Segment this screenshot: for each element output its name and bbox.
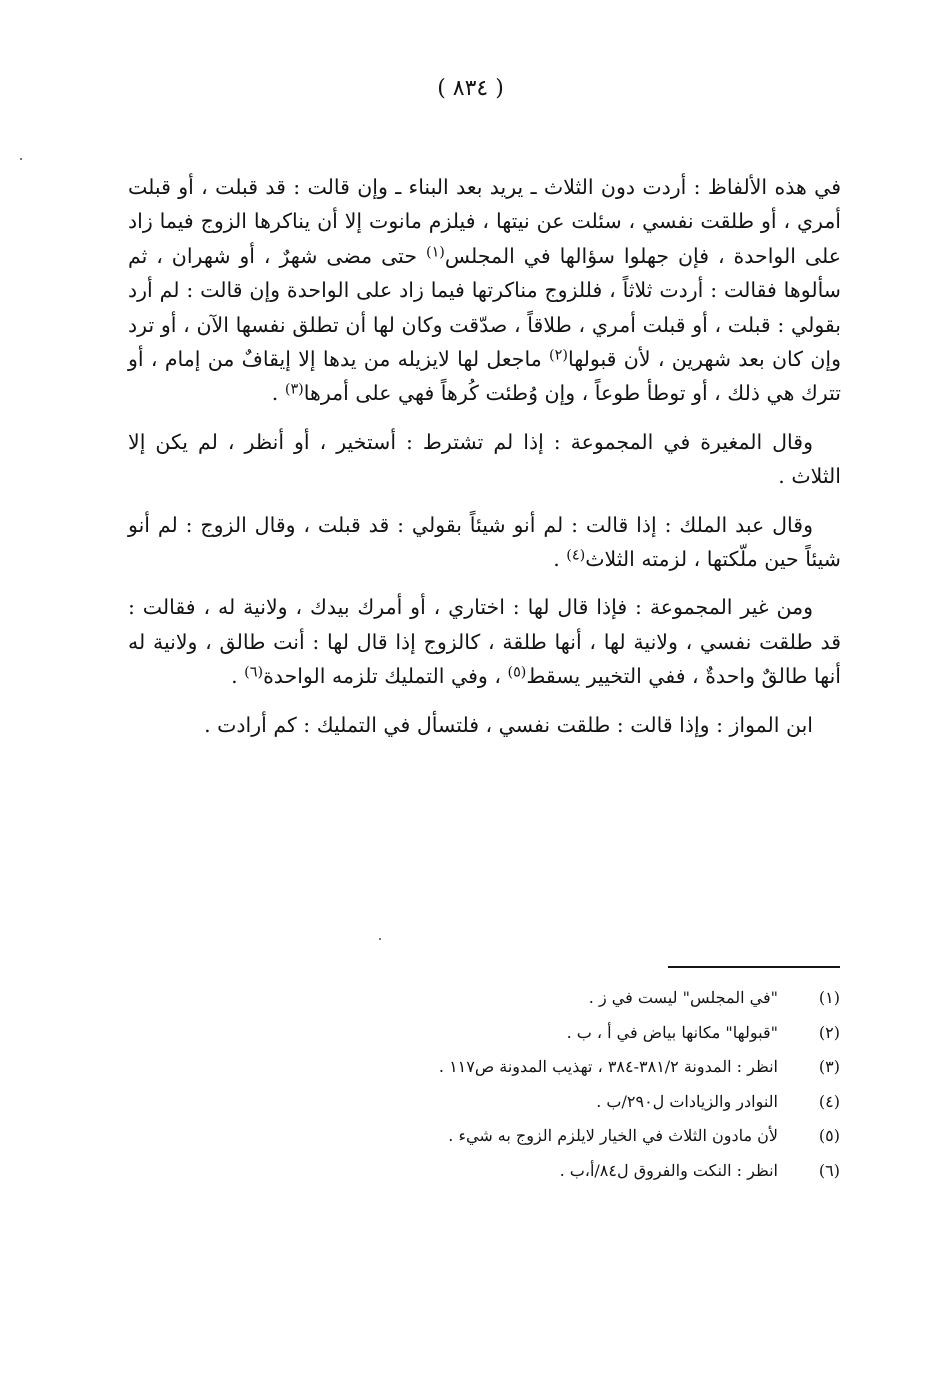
text-run: وقال عبد الملك : إذا قالت : لم أنو شيئاً بقولي : قد قبلت ، وقال الزوج : لم أنو شيئاً حين ملّكتها ، لزمته الثلاث: [128, 512, 841, 572]
text-run: ماجعل لها لايزيله من يدها إلا إيقافٌ من إمام ، أو تترك هي ذلك ، أو توطأ طوعاً ، وإن وُطئت كُرهاً فهي على أمرها: [128, 347, 841, 406]
footnote: [150, 1161, 840, 1196]
footnote-ref: (١): [425, 244, 445, 261]
footnote-text: النوادر والزيادات ل٢٩٠/ب .: [596, 1091, 778, 1111]
footnote-ref: (٥): [507, 664, 527, 681]
footnote-number: (٢): [818, 1022, 840, 1042]
text-run: .: [271, 381, 285, 406]
paragraph: [128, 170, 841, 411]
text-run: .: [553, 547, 567, 572]
footnote-number: (٥): [818, 1126, 840, 1145]
paragraph: [128, 708, 841, 742]
footnote-text: انظر : النكت والفروق ل٨٤/أ،ب .: [559, 1160, 778, 1180]
paragraph: [128, 425, 841, 494]
footnote-ref: (٦): [244, 664, 264, 681]
footnote-ref: (٢): [549, 347, 568, 364]
footnote-number: (٤): [818, 1091, 840, 1111]
footnote-text: "قبولها" مكانها بياض في أ ، ب .: [566, 1022, 778, 1042]
footnote: [150, 1023, 840, 1058]
text-run: حتى مضى شهرٌ ، أو شهران ، ثم سألوها فقالت : أردت ثلاثاً ، فللزوج مناكرتها فيما زاد على الواحدة وإن قالت : لم أرد بقولي : قبلت ، أو قبلت أمري ، طلاقاً ، صدّقت وكان لها أن تطلق نفسها الآن ، أو ترد وإن كان بعد شهرين ، لأن قبولها: [128, 243, 841, 372]
footnote-separator: [668, 966, 840, 968]
footnote: [150, 1057, 840, 1092]
text-run: ومن غير المجموعة : فإذا قال لها : اختاري ، أو أمرك بيدك ، ولانية له ، فقالت : قد طلقت نفسي ، ولانية لها ، أنها طلقة ، كالزوج إذا قال لها : أنت طالق ، ولانية له أنها طالقٌ واحدةٌ ، ففي التخيير يسقط: [128, 595, 841, 689]
text-run: ابن المواز : وإذا قالت : طلقت نفسي ، فلتسأل في التمليك : كم أرادت .: [204, 712, 813, 737]
text-run: وقال المغيرة في المجموعة : إذا لم تشترط : أستخير ، أو أنظر ، لم يكن إلا الثلاث .: [128, 429, 841, 489]
footnote-text: "في المجلس" ليست في ز .: [588, 988, 778, 1007]
paragraph: [128, 590, 841, 693]
text-run: .: [231, 664, 245, 689]
footnote-number: (٣): [818, 1057, 840, 1076]
text-run: ، وفي التمليك تلزمه الواحدة: [263, 664, 508, 689]
text-run: في هذه الألفاظ : أردت دون الثلاث ـ يريد بعد البناء ـ وإن قالت : قد قبلت ، أو قبلت أمري ، أو طلقت نفسي ، سئلت عن نيتها ، فيلزم مانوت إلا أن يناكرها الزوج فيما زاد على الواحدة ، فإن جهلوا سؤالها في المجلس: [128, 175, 841, 268]
footnote-text: لأن مادون الثلاث في الخيار لايلزم الزوج به شيء .: [448, 1126, 778, 1145]
footnote: [150, 988, 840, 1023]
footnote: [150, 1126, 840, 1161]
footnote-text: انظر : المدونة ٣٨١/٢-٣٨٤ ، تهذيب المدونة ص١١٧ .: [438, 1057, 778, 1076]
footnote-ref: (٣): [284, 381, 304, 398]
paragraph: [128, 508, 841, 577]
footnote-number: (٦): [818, 1160, 840, 1180]
footnote: [150, 1092, 840, 1127]
footnote-ref: (٤): [566, 547, 586, 564]
scan-speck: [20, 158, 22, 160]
footnote-number: (١): [818, 988, 840, 1007]
scan-speck: [379, 938, 381, 940]
footnotes: [150, 988, 840, 1195]
page-number: ( ٨٣٤ ): [437, 76, 504, 101]
body-text: [128, 170, 841, 756]
